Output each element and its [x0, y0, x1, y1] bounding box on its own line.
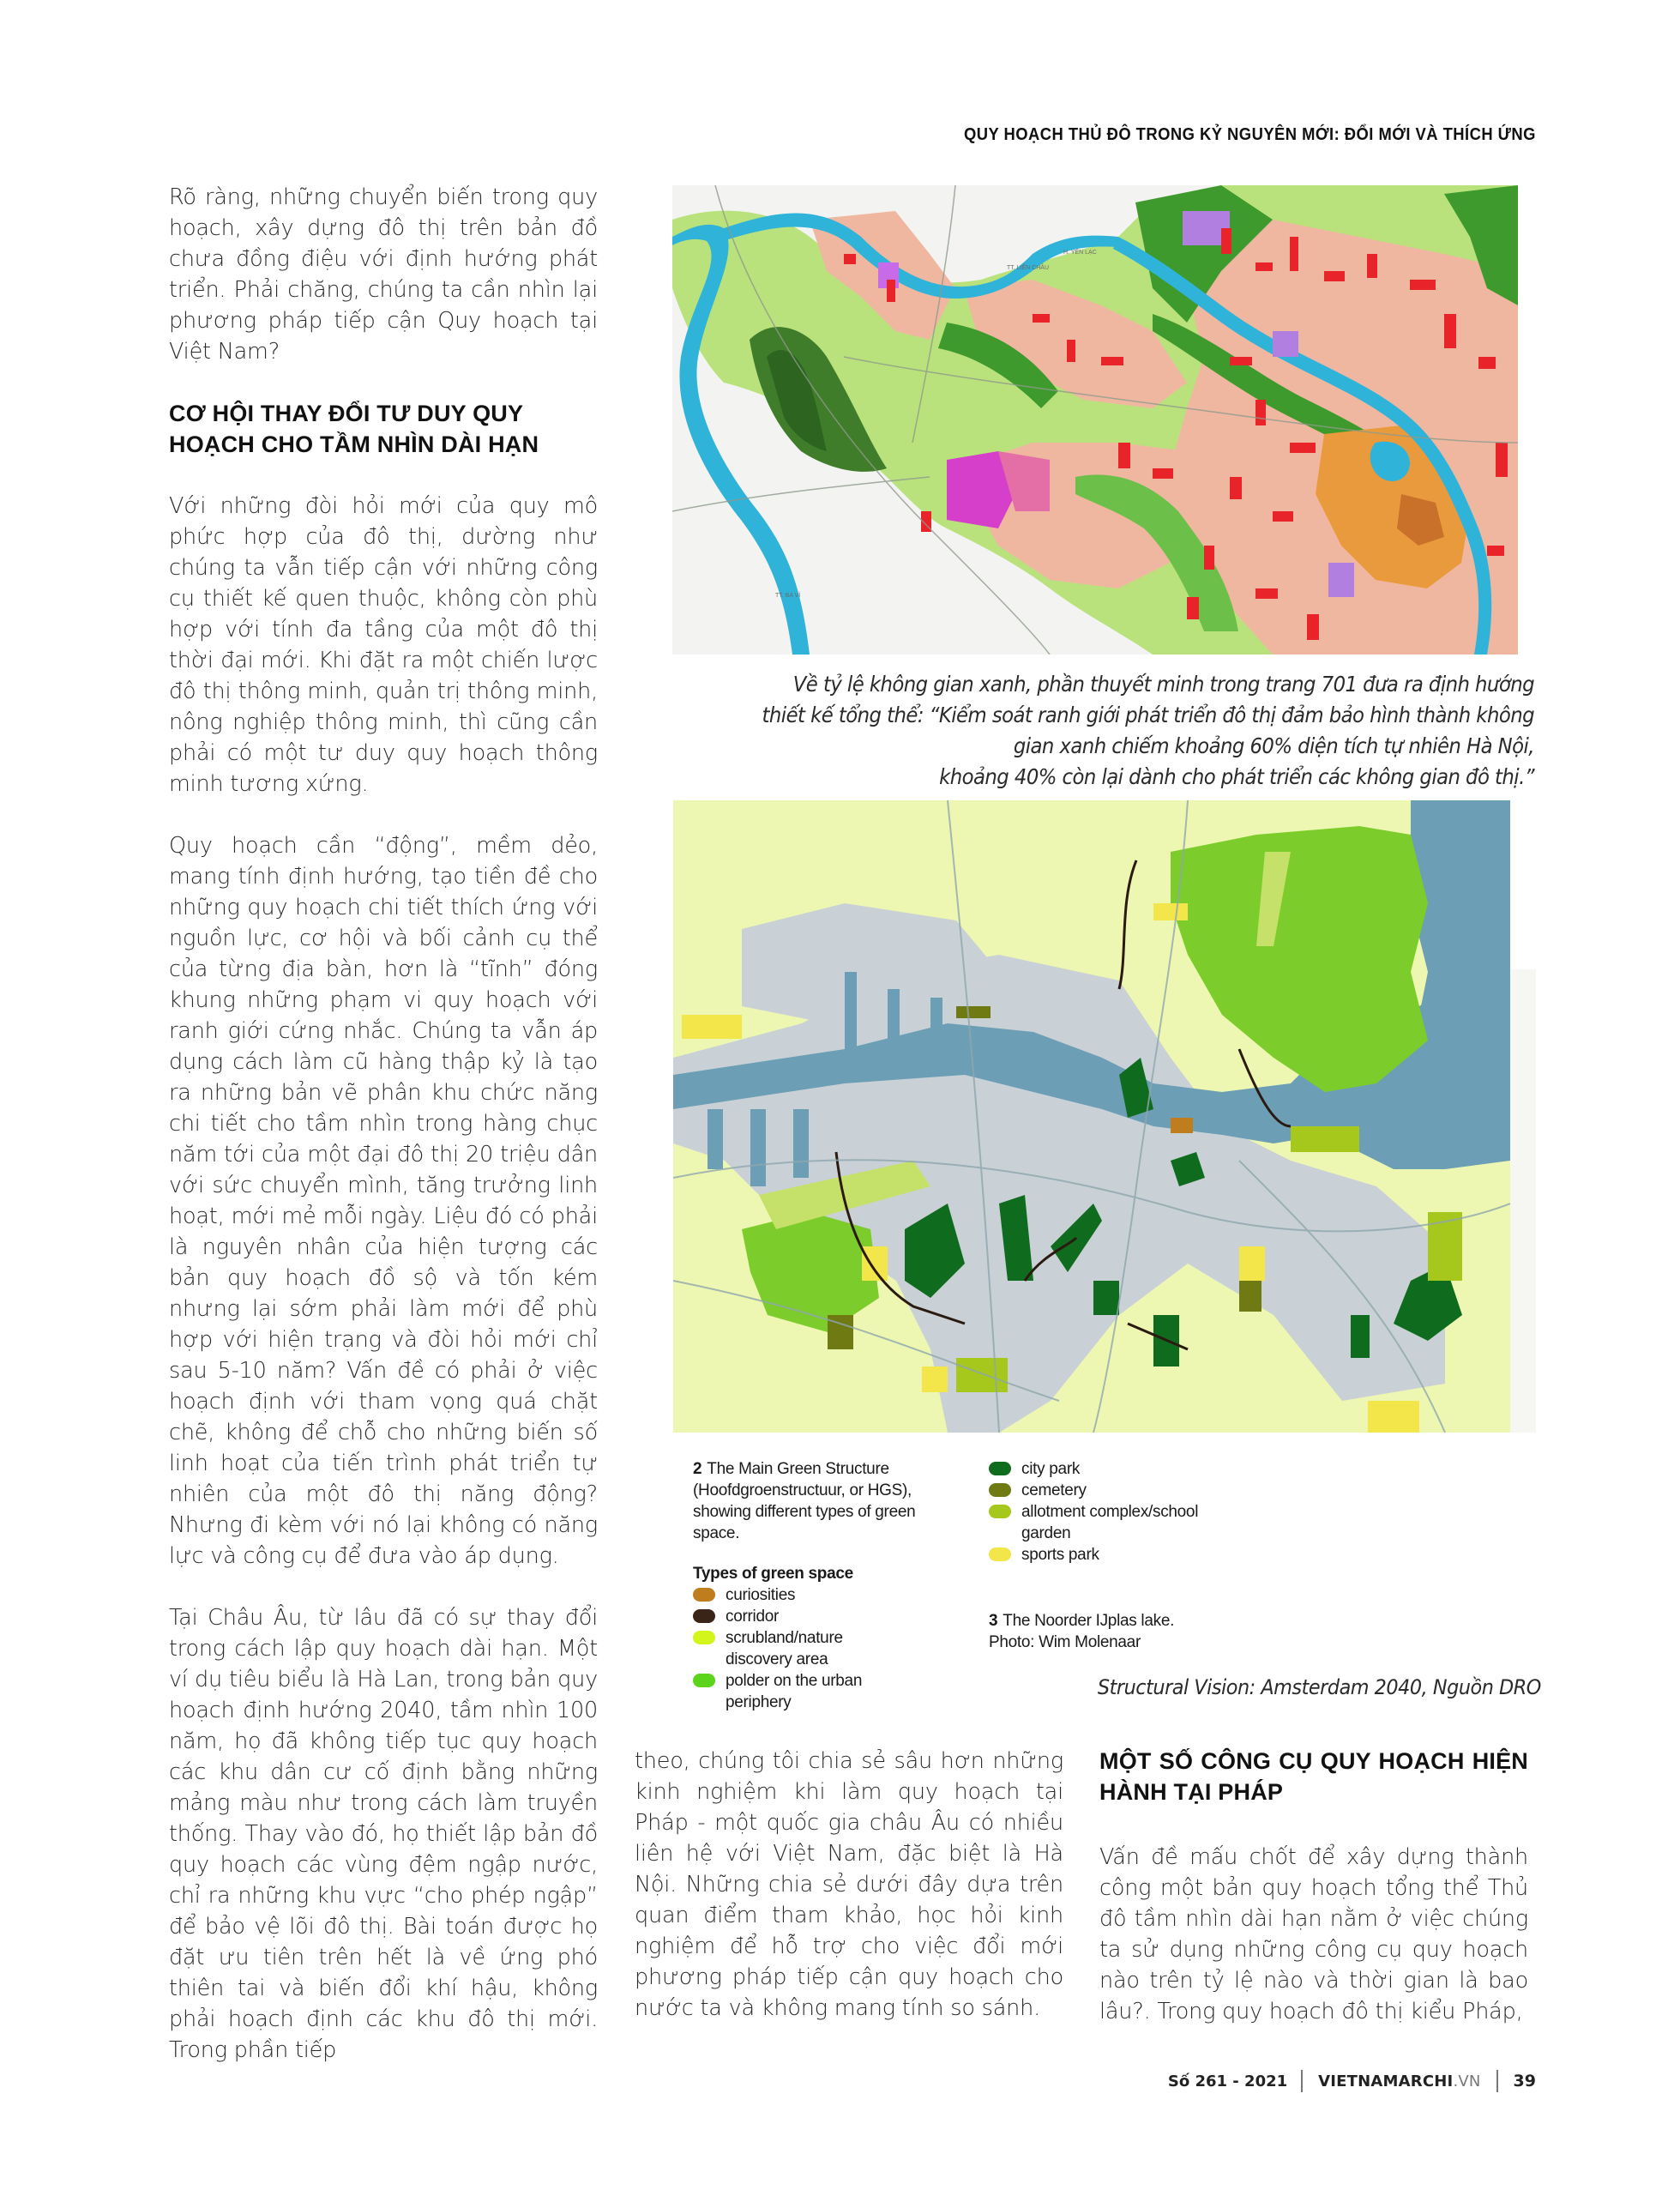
- section-heading-france-tools: MỘT SỐ CÔNG CỤ QUY HOẠCH HIỆN HÀNH TẠI PHÁP: [1099, 1748, 1528, 1805]
- middle-column: [635, 1746, 1063, 2024]
- intro-paragraph: Rõ ràng, những chuyển biến trong quy hoạch, xây dựng đô thị trên bản đồ chưa đồng điệu với định hướng phát triển. Phải chăng, chúng ta cần nhìn lại phương pháp tiếp cận Quy hoạch tại Việt Nam?: [169, 184, 598, 365]
- polder-swatch-icon: [693, 1674, 715, 1687]
- curiosities-swatch-icon: [693, 1588, 715, 1602]
- body-paragraph: Tại Châu Âu, từ lâu đã có sự thay đổi trong cách lập quy hoạch dài hạn. Một ví dụ tiêu biểu là Hà Lan, trong bản quy hoạch định hướng 2040, tầm nhìn 100 năm, họ đã không tiếp tục quy hoạch các khu dân cư cố định bằng những mảng màu như trong cách làm truyền thống. Thay vào đó, họ thiết lập bản đồ quy hoạch các vùng đệm ngập nước, chỉ ra những khu vực “cho phép ngập” để bảo vệ lõi đô thị. Bài toán được họ đặt ưu tiên trên hết là về ứng phó thiên tai và biến đổi khí hậu, không phải hoạch định các khu đô thị mới. Trong phần tiếp: [169, 1605, 598, 2063]
- city-park-swatch-icon: [989, 1462, 1011, 1475]
- curiosity-area: [1171, 1118, 1193, 1133]
- sports-park-swatch-icon: [989, 1547, 1011, 1561]
- page-number: 39: [1513, 2072, 1536, 2090]
- scrubland-swatch-icon: [693, 1631, 715, 1644]
- legend-item-corridor: [693, 1606, 950, 1627]
- photo-credit: Photo: Wim Molenaar: [989, 1633, 1141, 1651]
- section-heading-opportunity: CƠ HỘI THAY ĐỔI TƯ DUY QUY HOẠCH CHO TẦM NHÌN DÀI HẠN: [169, 401, 539, 457]
- caption-line: thiết kế tổng thể: “Kiểm soát ranh giới phát triển đô thị đảm bảo hình thành không: [762, 703, 1534, 727]
- legend-item-scrubland: [693, 1627, 950, 1670]
- body-paragraph: Với những đòi hỏi mới của quy mô phức hợp của đô thị, dường như chúng ta vẫn tiếp cận với những công cụ thiết kế quen thuộc, không còn phù hợp với tính đa tầng của một đô thị thời đại mới. Khi đặt ra một chiến lược đô thị thông minh, quản trị thông minh, nông nghiệp thông minh, thì cũng cần phải có một tư duy quy hoạch thông minh tương xứng.: [169, 493, 598, 797]
- legend-item-curiosities: [693, 1584, 950, 1606]
- legend-item-label: corridor: [726, 1608, 780, 1626]
- amsterdam-map-graphic: [673, 800, 1510, 1433]
- legend-item-label: city park: [1021, 1460, 1081, 1478]
- figure-title-text: The Main Green Structure (Hoofdgroenstructuur, or HGS), showing different types of green space.: [693, 1460, 916, 1542]
- body-paragraph: Vấn đề mấu chốt để xây dựng thành công một bản quy hoạch tổng thể Thủ đô tầm nhìn dài hạn nằm ở việc chúng ta sử dụng những công cụ quy hoạch nào trên tỷ lệ nào và thời gian là bao lâu?. Trong quy hoạch đô thị kiểu Pháp,: [1099, 1844, 1528, 2024]
- amsterdam-figure-caption: Structural Vision: Amsterdam 2040, Nguồn DRO: [1098, 1675, 1541, 1699]
- figure-2-title: [693, 1458, 950, 1544]
- legend-item-label: polder on the urban periphery: [726, 1672, 863, 1711]
- legend-item-sports-park: [989, 1544, 1280, 1566]
- figure-3-caption: [989, 1610, 1280, 1653]
- legend-item-city-park: [989, 1458, 1280, 1480]
- legend-item-label: cemetery: [1021, 1481, 1087, 1499]
- page-footer: [1168, 2070, 1536, 2092]
- map-label: TT. BA VÌ: [775, 593, 801, 599]
- legend-item-cemetery: [989, 1480, 1280, 1501]
- running-head: QUY HOẠCH THỦ ĐÔ TRONG KỶ NGUYÊN MỚI: ĐỔI MỚI VÀ THÍCH ỨNG: [964, 125, 1536, 144]
- legend-item-label: curiosities: [726, 1586, 796, 1604]
- publication-brand: [1303, 2072, 1496, 2090]
- issue-number: Số 261 - 2021: [1167, 2072, 1288, 2090]
- caption-line: gian xanh chiếm khoảng 60% diện tích tự nhiên Hà Nội,: [1013, 733, 1534, 758]
- legend-item-label: sports park: [1021, 1546, 1099, 1564]
- allotment-swatch-icon: [989, 1505, 1011, 1518]
- legend-item-label: allotment complex/school garden: [1021, 1503, 1199, 1542]
- figure-number: 3: [989, 1612, 998, 1630]
- body-paragraph: theo, chúng tôi chia sẻ sâu hơn những kinh nghiệm khi làm quy hoạch tại Pháp - một quốc gia châu Âu có nhiều liên hệ với Việt Nam, đặc biệt là Hà Nội. Những chia sẻ dưới đây dựa trên quan điểm tham khảo, học hỏi kinh nghiệm để hỗ trợ cho việc đổi mới phương pháp tiếp cận quy hoạch cho nước ta và không mang tính so sánh.: [635, 1748, 1063, 2021]
- figure-number: 2: [693, 1460, 702, 1478]
- figure-title-text: The Noorder IJplas lake.: [1003, 1612, 1175, 1630]
- legend-types-title: Types of green space: [693, 1565, 853, 1583]
- legend-left-column: [693, 1458, 950, 1713]
- brand-domain: .VN: [1453, 2072, 1481, 2090]
- right-column: [1099, 1746, 1528, 2027]
- brand-name: VIETNAMARCHI: [1318, 2072, 1454, 2090]
- cemetery-swatch-icon: [989, 1483, 1011, 1497]
- legend-item-polder: [693, 1670, 950, 1713]
- map-label: TT. LIÊN CHÂU: [1007, 265, 1050, 271]
- map-label: H. YÊN LẠC: [1063, 250, 1097, 256]
- hanoi-map-graphic: [672, 185, 1518, 655]
- hanoi-figure-caption: [729, 669, 1534, 793]
- body-paragraph: Quy hoạch cần “động”, mềm dẻo, mang tính định hướng, tạo tiền đề cho những quy hoạch chi tiết thích ứng với nguồn lực, cơ hội và bối cảnh cụ thể của từng địa bàn, hơn là “tĩnh” đóng khung những phạm vi quy hoạch với ranh giới cứng nhắc. Chúng ta vẫn áp dụng cách làm cũ hàng thập kỷ là tạo ra những bản vẽ phân khu chức năng chi tiết cho tầm nhìn trong hàng chục năm tới của một đại đô thị 20 triệu dân với sức chuyển mình, tăng trưởng linh hoạt, mới mẻ mỗi ngày. Liệu đó có phải là nguyên nhân của hiện tượng các bản quy hoạch đồ sộ và tốn kém nhưng lại sớm phải làm mới để phù hợp với hiện trạng và đòi hỏi mới chỉ sau 5-10 năm? Vấn đề có phải ở việc hoạch định với tham vọng quá chặt chẽ, không để chỗ cho những biến số linh hoạt của tiến trình phát triển tự nhiên của một đô thị năng động? Nhưng đi kèm với nó lại không có năng lực và công cụ để đưa vào áp dụng.: [169, 833, 598, 1569]
- legend-item-allotment: [989, 1501, 1280, 1544]
- left-column: [169, 182, 598, 2066]
- hanoi-master-plan-map: [672, 185, 1518, 655]
- amsterdam-green-structure-map: [673, 800, 1510, 1433]
- corridor-swatch-icon: [693, 1609, 715, 1623]
- legend-item-label: scrubland/nature discovery area: [726, 1629, 843, 1668]
- caption-line: khoảng 40% còn lại dành cho phát triển các không gian đô thị.”: [939, 764, 1534, 789]
- legend-right-column: [989, 1458, 1280, 1653]
- caption-line: Về tỷ lệ không gian xanh, phần thuyết minh trong trang 701 đưa ra định hướng: [792, 672, 1534, 697]
- map-background-panel: [1510, 969, 1536, 1433]
